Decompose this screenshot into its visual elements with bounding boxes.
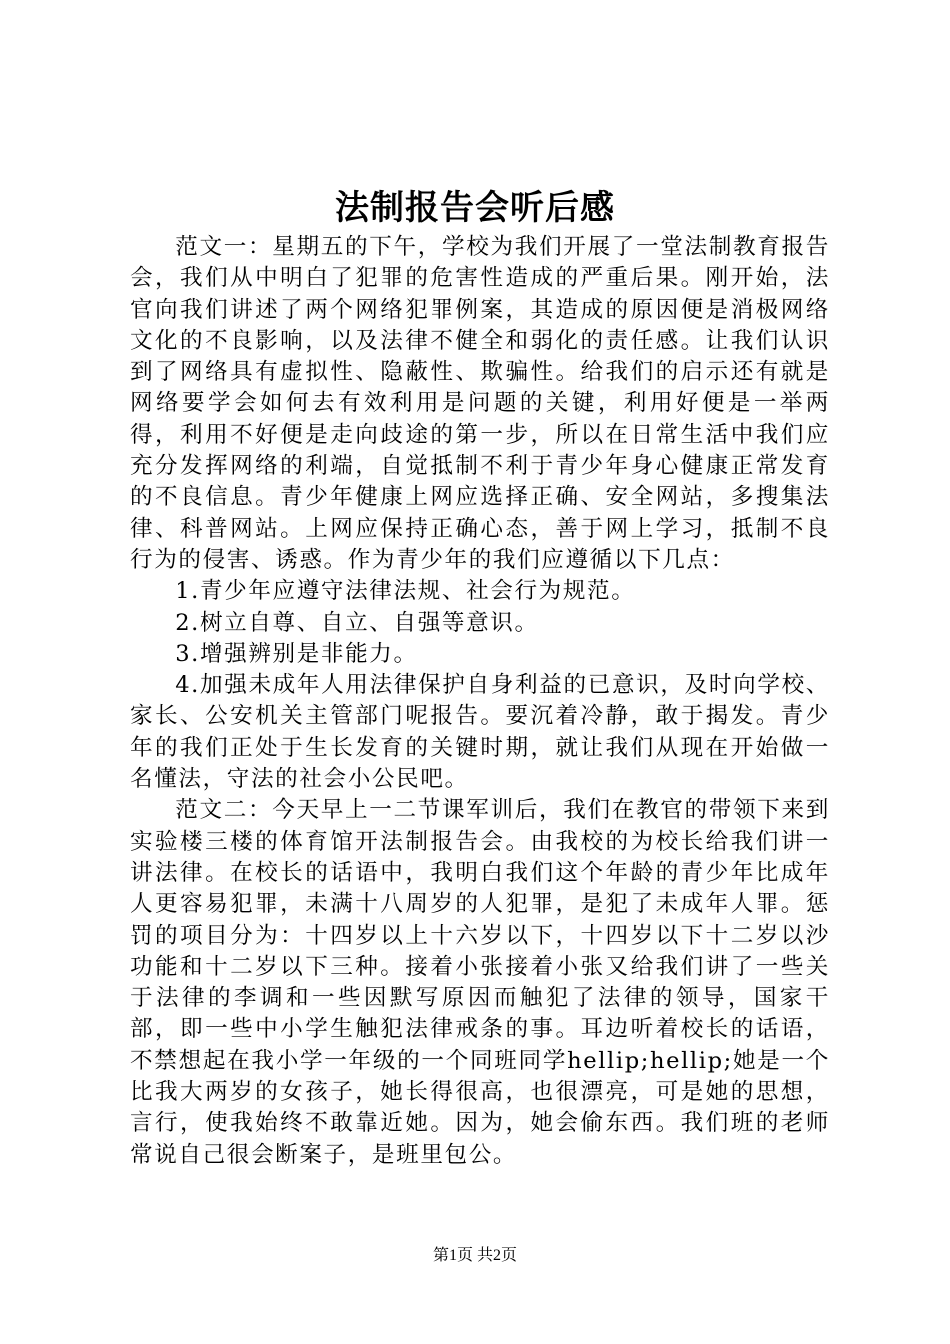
list-item-3: 3.增强辨别是非能力。 [175, 640, 418, 667]
document-title: 法制报告会听后感 [335, 188, 615, 228]
paragraph-essay-two: 范文二：今天早上一二节课军训后，我们在教官的带领下来到实验楼三楼的体育馆开法制报告会。由我校的为校长给我们讲一讲法律。在校长的话语中，我明白我们这个年龄的青少年比成年人更容易犯罪，未满十八周岁的人犯罪，是犯了未成年人罪。惩罚的项目分为：十四岁以上十六岁以下，十四岁以下十二岁以沙功能和十二岁以下三种。接着小张接着小张又给我们讲了一些关于法律的李调和一些因默写原因而触犯了法律的领导，国家干部，即一些中小学生触犯法律戒条的事。耳边听着校长的话语，不禁想起在我小学一年级的一个同班同学hellip;hellip;她是一个比我大两岁的女孩子，她长得很高，也很漂亮，可是她的思想，言行，使我始终不敢靠近她。因为，她会偷东西。我们班的老师常说自己很会断案子，是班里包公。 [130, 797, 830, 1168]
list-item-4: 4.加强未成年人用法律保护自身利益的已意识，及时向学校、家长、公安机关主管部门呢报告。要沉着冷静，敢于揭发。青少年的我们正处于生长发育的关键时期，就让我们从现在开始做一名懂法，守法的社会小公民吧。 [130, 672, 830, 793]
paragraph-essay-one: 范文一：星期五的下午，学校为我们开展了一堂法制教育报告会，我们从中明白了犯罪的危害性造成的严重后果。刚开始，法官向我们讲述了两个网络犯罪例案，其造成的原因便是消极网络文化的不良影响，以及法律不健全和弱化的责任感。让我们认识到了网络具有虚拟性、隐蔽性、欺骗性。给我们的启示还有就是网络要学会如何去有效利用是问题的关键，利用好便是一举两得，利用不好便是走向歧途的第一步，所以在日常生活中我们应充分发挥网络的利端，自觉抵制不利于青少年身心健康正常发育的不良信息。青少年健康上网应选择正确、安全网站，多搜集法律、科普网站。上网应保持正确心态，善于网上学习，抵制不良行为的侵害、诱惑。作为青少年的我们应遵循以下几点： [130, 234, 830, 573]
list-item-1: 1.青少年应遵守法律法规、社会行为规范。 [175, 578, 636, 605]
list-item-2: 2.树立自尊、自立、自强等意识。 [175, 609, 539, 636]
document-body [130, 232, 830, 1171]
page-footer: 第1页 共2页 [432, 1247, 517, 1264]
